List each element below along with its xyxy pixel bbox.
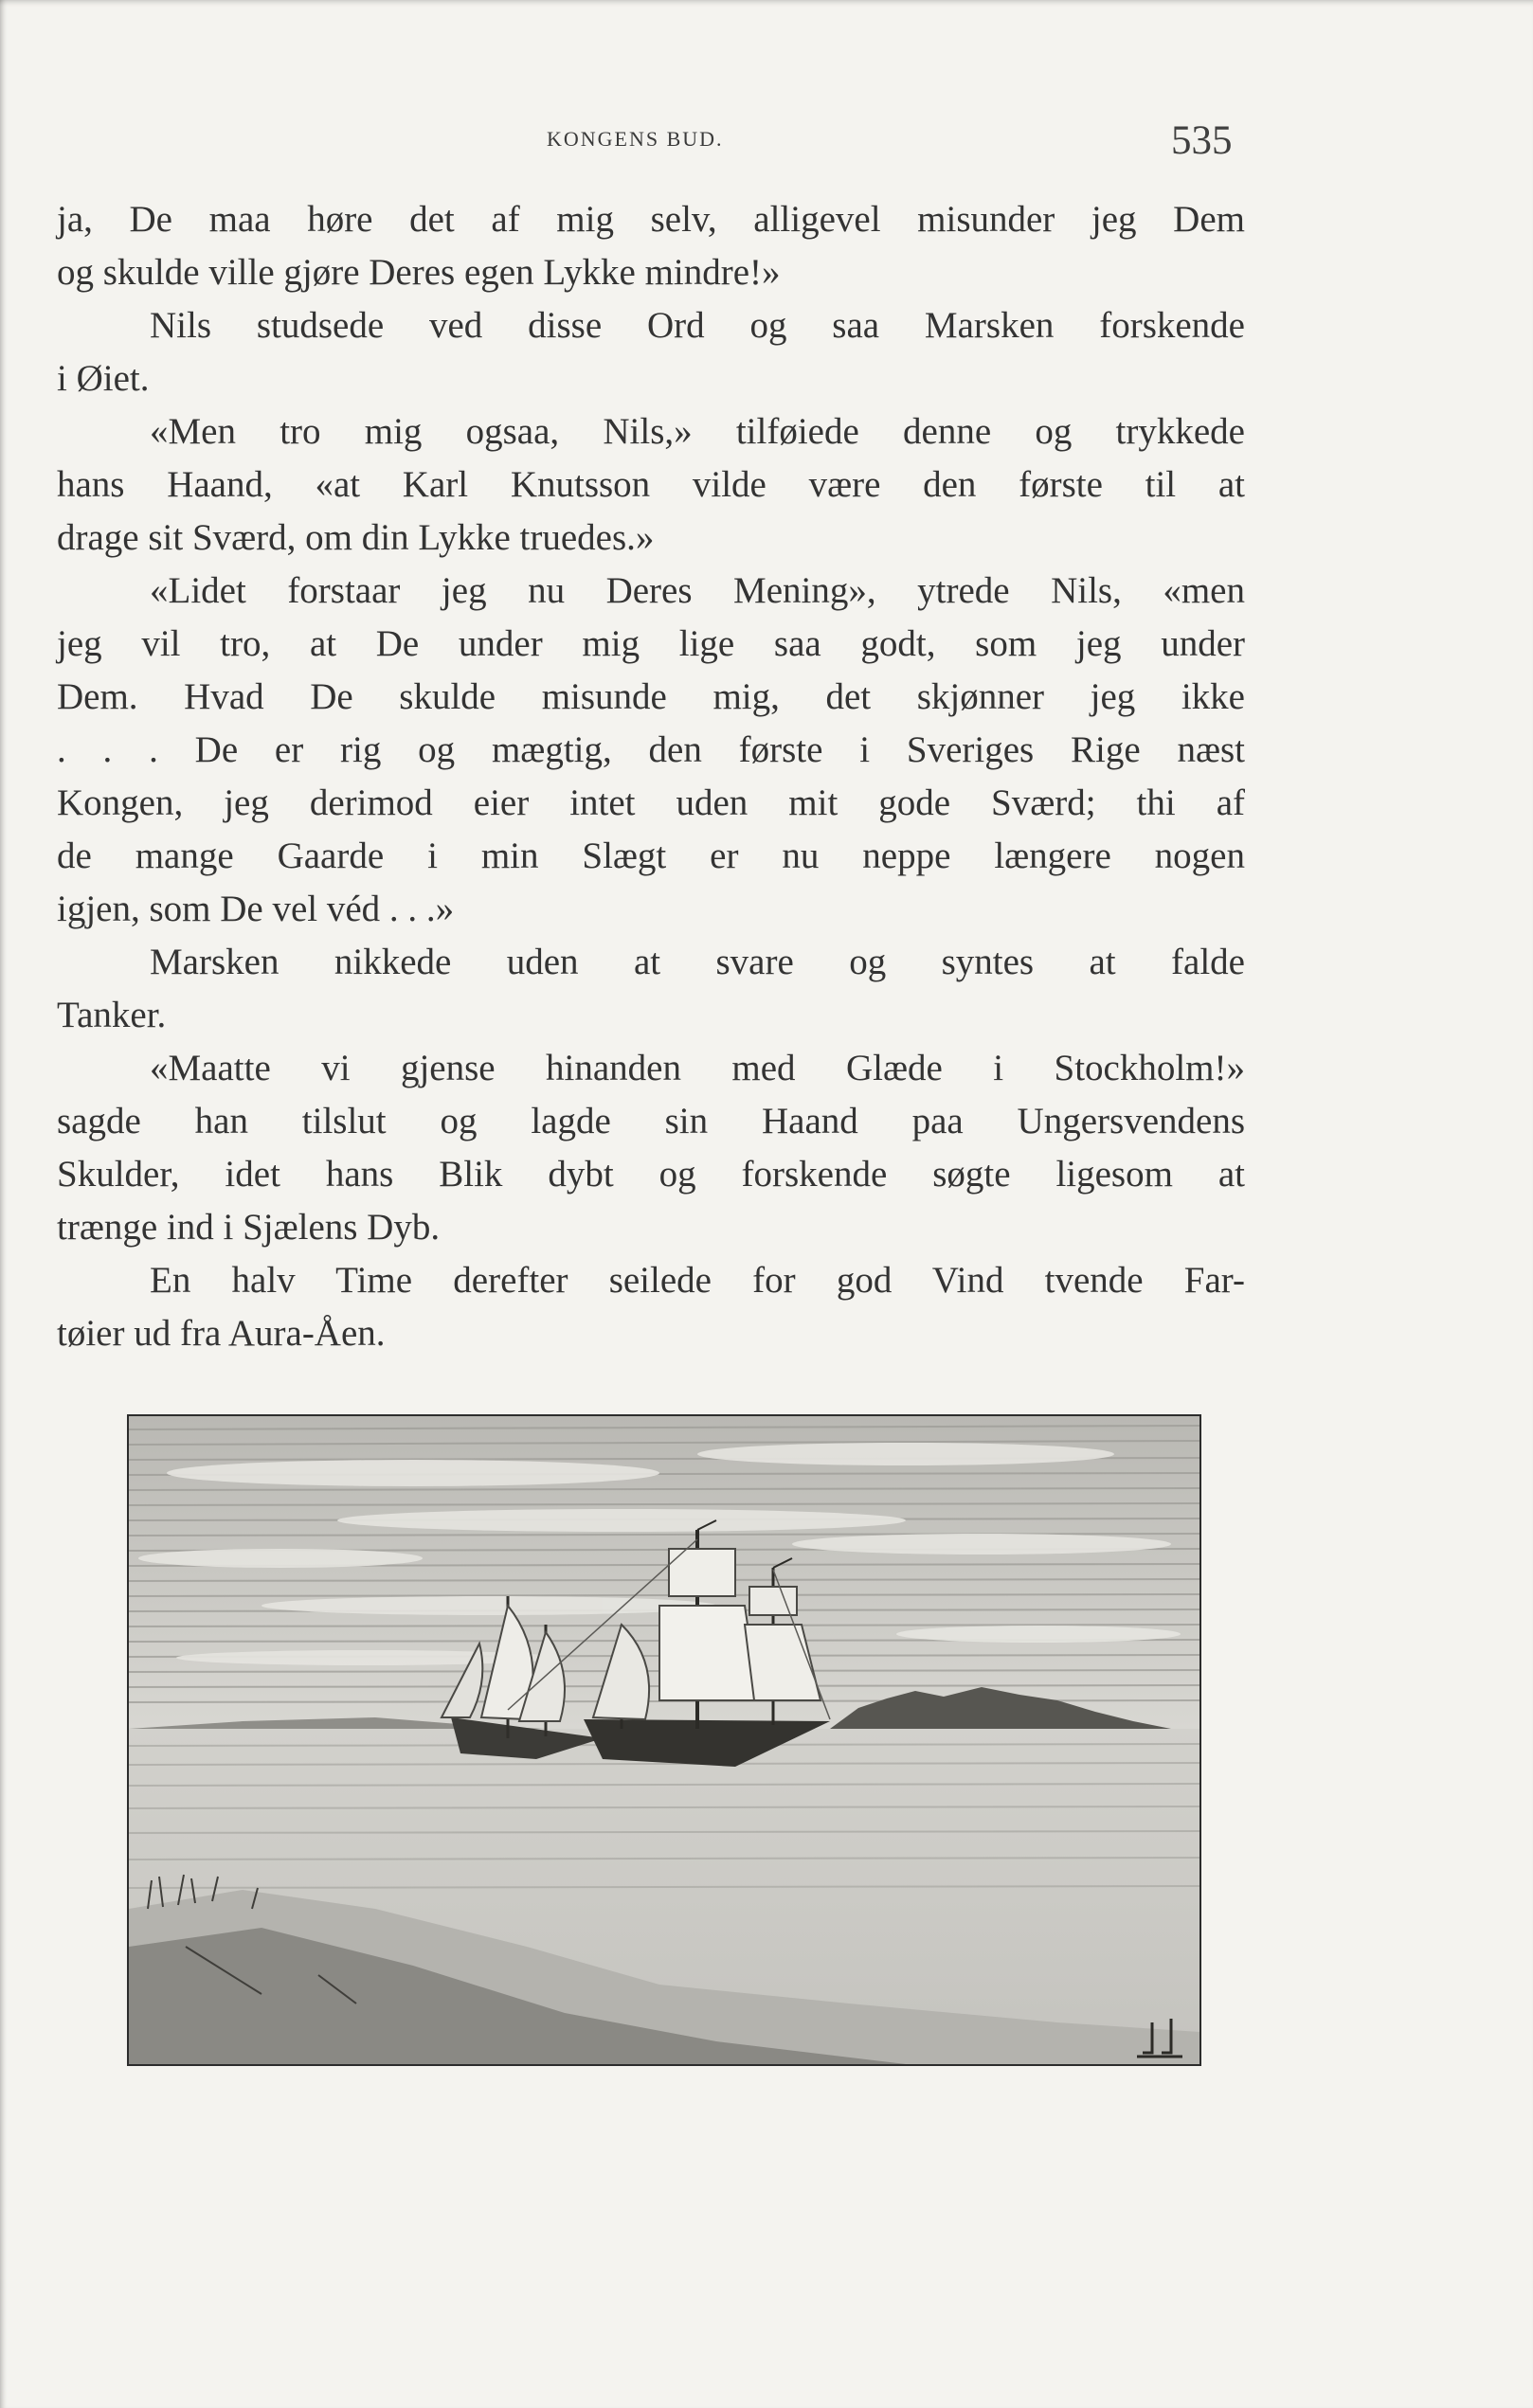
text-line: i Øiet. (57, 358, 150, 399)
text-line: . . . De er rig og mægtig, den første i Sveriges Rige næst (57, 729, 1245, 770)
text-line: ja, De maa høre det af mig selv, alligevel misunder jeg Dem (57, 199, 1245, 240)
text-line: hans Haand, «at Karl Knutsson vilde være den første til at (57, 464, 1245, 505)
text-line: «Maatte vi gjense hinanden med Glæde i Stockholm!» (150, 1048, 1245, 1088)
text-line: Dem. Hvad De skulde misunde mig, det skjønner jeg ikke (57, 676, 1245, 717)
text-line: jeg vil tro, at De under mig lige saa godt, som jeg under (57, 623, 1245, 664)
text-line: igjen, som De vel véd . . .» (57, 889, 455, 929)
running-title: KONGENS BUD. (547, 127, 724, 151)
text-line: tøier ud fra Aura-Åen. (57, 1313, 386, 1354)
page-number: 535 (1171, 118, 1233, 163)
text-line: Tanker. (57, 995, 167, 1035)
text-line: Kongen, jeg derimod eier intet uden mit gode Sværd; thi af (57, 782, 1245, 823)
text-line: «Lidet forstaar jeg nu Deres Mening», ytrede Nils, «men (150, 570, 1245, 611)
text-line: sagde han tilslut og lagde sin Haand paa Ungersvendens (57, 1101, 1245, 1141)
text-line: En halv Time derefter seilede for god Vind tvende Far- (150, 1260, 1245, 1301)
text-line: Nils studsede ved disse Ord og saa Marsken forskende (150, 305, 1245, 346)
text-line: Marsken nikkede uden at svare og syntes at falde (150, 942, 1245, 982)
body-text (57, 193, 1245, 1360)
text-line: Skulder, idet hans Blik dybt og forskende søgte ligesom at (57, 1154, 1245, 1195)
ship-illustration (127, 1414, 1201, 2066)
running-head (0, 118, 1533, 169)
text-line: «Men tro mig ogsaa, Nils,» tilføiede denne og trykkede (150, 411, 1245, 452)
text-line: og skulde ville gjøre Deres egen Lykke mindre!» (57, 252, 781, 293)
text-line: trænge ind i Sjælens Dyb. (57, 1207, 441, 1248)
text-line: drage sit Sværd, om din Lykke truedes.» (57, 517, 655, 558)
ship-engraving (129, 1416, 1199, 2064)
text-line: de mange Gaarde i min Slægt er nu neppe længere nogen (57, 836, 1245, 876)
